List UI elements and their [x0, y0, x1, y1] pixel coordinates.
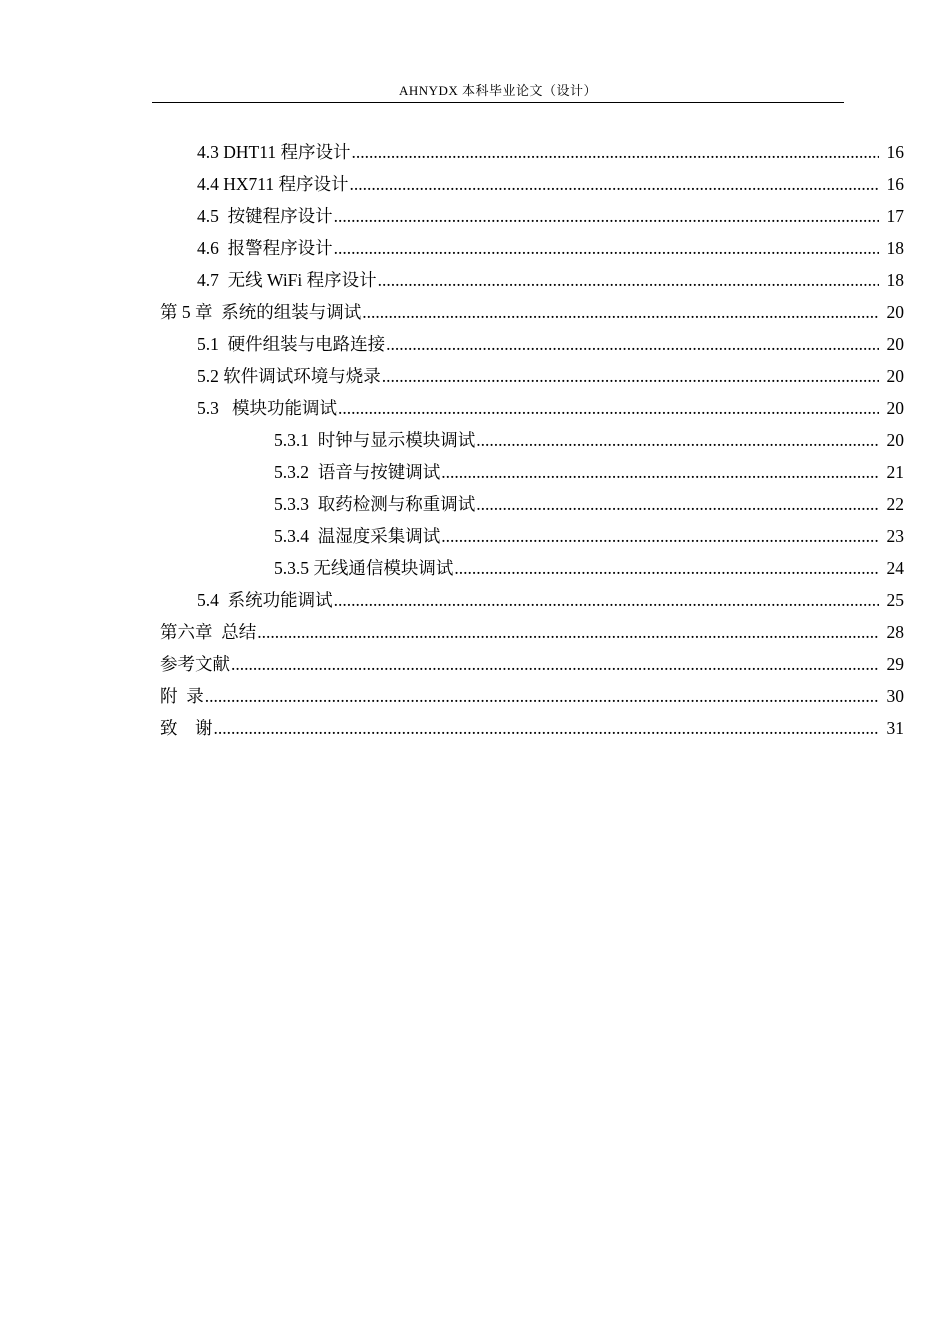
toc-entry[interactable] [0, 424, 904, 456]
toc-dot-leader [382, 360, 879, 392]
toc-entry-page-number: 16 [886, 142, 904, 162]
toc-entry-page-number: 20 [886, 430, 904, 450]
toc-entry-page-number: 25 [886, 590, 904, 610]
toc-entry-label: 附 录 [160, 686, 204, 706]
toc-entry-label: 5.3.5 无线通信模块调试 [274, 558, 454, 578]
toc-entry[interactable] [0, 168, 904, 200]
toc-entry-label: 4.5 按键程序设计 [197, 206, 333, 226]
toc-dot-leader [214, 712, 880, 744]
toc-dot-leader [476, 424, 879, 456]
toc-dot-leader [205, 680, 879, 712]
toc-dot-leader [338, 392, 879, 424]
toc-entry-label: 5.3.3 取药检测与称重调试 [274, 494, 476, 514]
toc-entry-label: 5.4 系统功能调试 [197, 590, 333, 610]
toc-entry[interactable] [0, 552, 904, 584]
toc-entry[interactable] [0, 200, 904, 232]
toc-entry[interactable] [0, 584, 904, 616]
toc-dot-leader [441, 520, 879, 552]
toc-entry-page-number: 21 [886, 462, 904, 482]
page-header: AHNYDX 本科毕业论文（设计） [398, 83, 598, 98]
toc-entry-label: 第 5 章 系统的组装与调试 [160, 302, 362, 322]
toc-dot-leader [334, 200, 879, 232]
toc-entry-page-number: 30 [886, 686, 904, 706]
toc-entry-page-number: 29 [886, 654, 904, 674]
toc-entry[interactable] [0, 616, 904, 648]
toc-entry[interactable] [0, 392, 904, 424]
toc-entry[interactable] [0, 456, 904, 488]
toc-entry-label: 5.2 软件调试环境与烧录 [197, 366, 381, 386]
toc-entry-page-number: 16 [886, 174, 904, 194]
toc-entry-page-number: 18 [886, 238, 904, 258]
toc-dot-leader [334, 232, 879, 264]
toc-entry[interactable] [0, 488, 904, 520]
toc-entry[interactable] [0, 328, 904, 360]
toc-entry-label: 5.1 硬件组装与电路连接 [197, 334, 386, 354]
toc-entry-label: 4.7 无线 WiFi 程序设计 [197, 270, 377, 290]
toc-dot-leader [350, 168, 879, 200]
toc-dot-leader [351, 136, 879, 168]
toc-entry[interactable] [0, 712, 904, 744]
toc-entry-label: 5.3.2 语音与按键调试 [274, 462, 441, 482]
toc-entry-page-number: 23 [886, 526, 904, 546]
table-of-contents [0, 136, 950, 744]
toc-entry-label: 4.6 报警程序设计 [197, 238, 333, 258]
toc-entry-label: 致 谢 [160, 718, 213, 738]
toc-entry-label: 第六章 总结 [160, 622, 257, 642]
toc-entry-label: 5.3.4 温湿度采集调试 [274, 526, 441, 546]
toc-dot-leader [476, 488, 879, 520]
toc-entry-page-number: 20 [886, 302, 904, 322]
toc-dot-leader [441, 456, 879, 488]
toc-entry-label: 4.3 DHT11 程序设计 [197, 142, 351, 162]
toc-entry[interactable] [0, 232, 904, 264]
toc-entry[interactable] [0, 360, 904, 392]
toc-entry-label: 参考文献 [160, 654, 230, 674]
toc-entry-page-number: 31 [886, 718, 904, 738]
toc-entry-page-number: 28 [886, 622, 904, 642]
toc-dot-leader [257, 616, 879, 648]
toc-entry-label: 5.3.1 时钟与显示模块调试 [274, 430, 476, 450]
toc-dot-leader [334, 584, 879, 616]
toc-entry[interactable] [0, 136, 904, 168]
toc-dot-leader [231, 648, 879, 680]
toc-list [0, 136, 904, 744]
toc-entry-page-number: 17 [886, 206, 904, 226]
toc-entry-label: 4.4 HX711 程序设计 [197, 174, 349, 194]
toc-entry[interactable] [0, 264, 904, 296]
toc-entry-page-number: 22 [886, 494, 904, 514]
toc-entry-page-number: 20 [886, 334, 904, 354]
toc-dot-leader [386, 328, 879, 360]
toc-entry-page-number: 18 [886, 270, 904, 290]
toc-entry-page-number: 24 [886, 558, 904, 578]
toc-entry[interactable] [0, 680, 904, 712]
toc-entry[interactable] [0, 520, 904, 552]
toc-dot-leader [454, 552, 879, 584]
toc-entry-label: 5.3 模块功能调试 [197, 398, 337, 418]
toc-entry[interactable] [0, 648, 904, 680]
toc-entry[interactable] [0, 296, 904, 328]
toc-entry-page-number: 20 [886, 366, 904, 386]
toc-dot-leader [378, 264, 879, 296]
header-rule [152, 102, 844, 103]
toc-dot-leader [362, 296, 879, 328]
toc-entry-page-number: 20 [886, 398, 904, 418]
